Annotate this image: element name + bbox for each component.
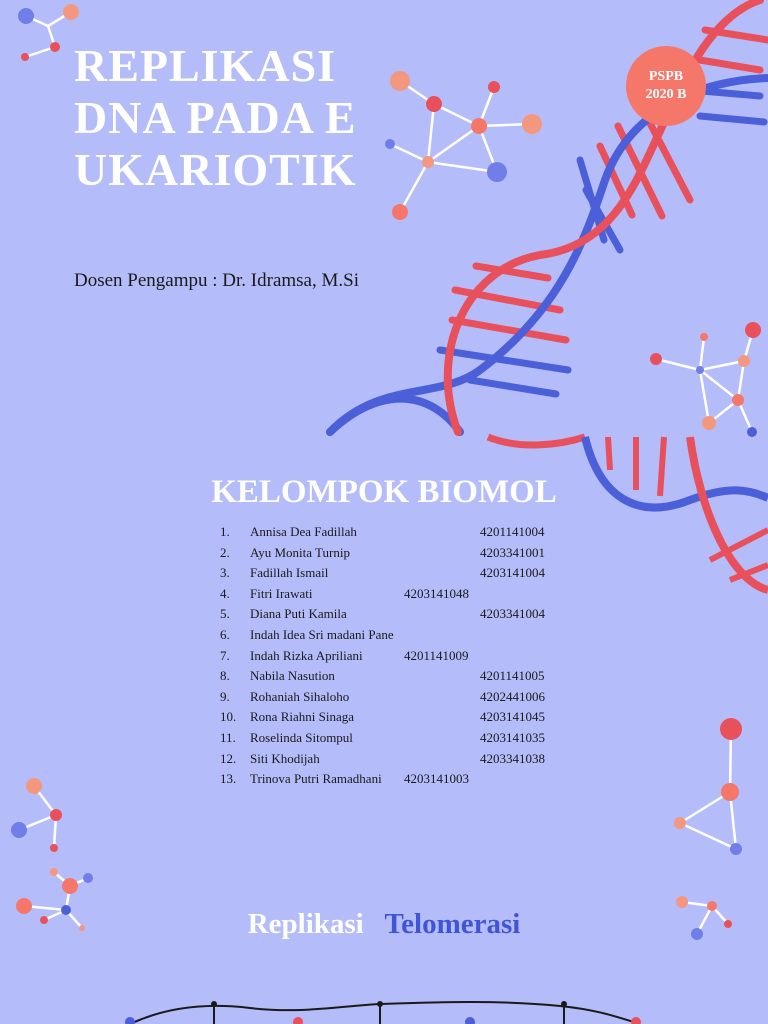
member-number: 10. — [220, 709, 237, 725]
member-number: 13. — [220, 771, 237, 787]
dna-strand-icon — [125, 1001, 641, 1024]
badge-line-1: PSPB — [648, 69, 684, 84]
member-id: 4203141035 — [480, 729, 545, 745]
molecule-icon — [674, 718, 742, 855]
member-id: 4203141048 — [404, 585, 469, 601]
member-number: 5. — [220, 606, 230, 622]
member-number: 2. — [220, 544, 230, 560]
member-number: 8. — [220, 668, 230, 684]
member-id: 4201141009 — [404, 647, 469, 663]
badge-line-2: 2020 B — [645, 87, 687, 102]
member-id: 4203141004 — [480, 565, 545, 581]
member-number: 9. — [220, 688, 230, 704]
member-name: Diana Puti Kamila — [250, 606, 347, 622]
list-item — [220, 646, 580, 667]
member-number: 11. — [220, 729, 236, 745]
member-list — [220, 522, 580, 790]
member-number: 1. — [220, 524, 230, 539]
lecturer-text: Dosen Pengampu : Dr. Idramsa, M.Si — [74, 270, 359, 291]
member-name: Rona Riahni Sinaga — [250, 709, 354, 725]
member-name: Siti Khodijah — [250, 750, 320, 766]
member-number: 4. — [220, 585, 230, 601]
list-item — [220, 522, 580, 543]
list-item — [220, 563, 580, 584]
member-name: Indah Rizka Apriliani — [250, 647, 363, 663]
list-item — [220, 728, 580, 749]
member-number: 7. — [220, 647, 230, 663]
page-title: REPLIKASI DNA PADA EUKARIOTIK — [74, 40, 357, 195]
class-badge — [626, 46, 706, 126]
topic-replikasi: Replikasi — [247, 908, 364, 940]
member-name: Rohaniah Sihaloho — [250, 688, 350, 704]
member-id: 4202441006 — [480, 688, 545, 704]
member-number: 6. — [220, 626, 230, 642]
list-item — [220, 625, 580, 646]
list-item — [220, 604, 580, 625]
molecule-icon — [650, 322, 761, 437]
member-id: 4203141003 — [404, 771, 469, 787]
member-name: Fitri Irawati — [250, 585, 313, 601]
member-id: 4203141045 — [480, 709, 545, 725]
list-item — [220, 666, 580, 687]
member-id: 4203341038 — [480, 750, 545, 766]
member-name: Ayu Monita Turnip — [250, 544, 350, 560]
member-number: 3. — [220, 565, 230, 581]
list-item — [220, 687, 580, 708]
member-id: 4203341001 — [480, 544, 545, 560]
member-id: 4201141004 — [480, 524, 545, 539]
group-title: KELOMPOK BIOMOL — [211, 474, 557, 510]
member-name: Indah Idea Sri madani Pane — [250, 626, 394, 642]
molecule-icon — [18, 4, 79, 61]
member-number: 12. — [220, 750, 237, 766]
footer-topics — [0, 908, 768, 941]
member-name: Annisa Dea Fadillah — [250, 524, 357, 539]
member-id: 4201141005 — [480, 668, 545, 684]
member-name: Nabila Nasution — [250, 668, 335, 684]
list-item — [220, 707, 580, 728]
list-item — [220, 749, 580, 770]
member-name: Trinova Putri Ramadhani — [250, 771, 382, 787]
topic-telomerasi: Telomerasi — [384, 908, 521, 940]
member-id: 4203341004 — [480, 606, 545, 622]
list-item — [220, 584, 580, 605]
member-name: Roselinda Sitompul — [250, 729, 353, 745]
list-item — [220, 543, 580, 564]
list-item — [220, 769, 580, 790]
member-name: Fadillah Ismail — [250, 565, 329, 581]
